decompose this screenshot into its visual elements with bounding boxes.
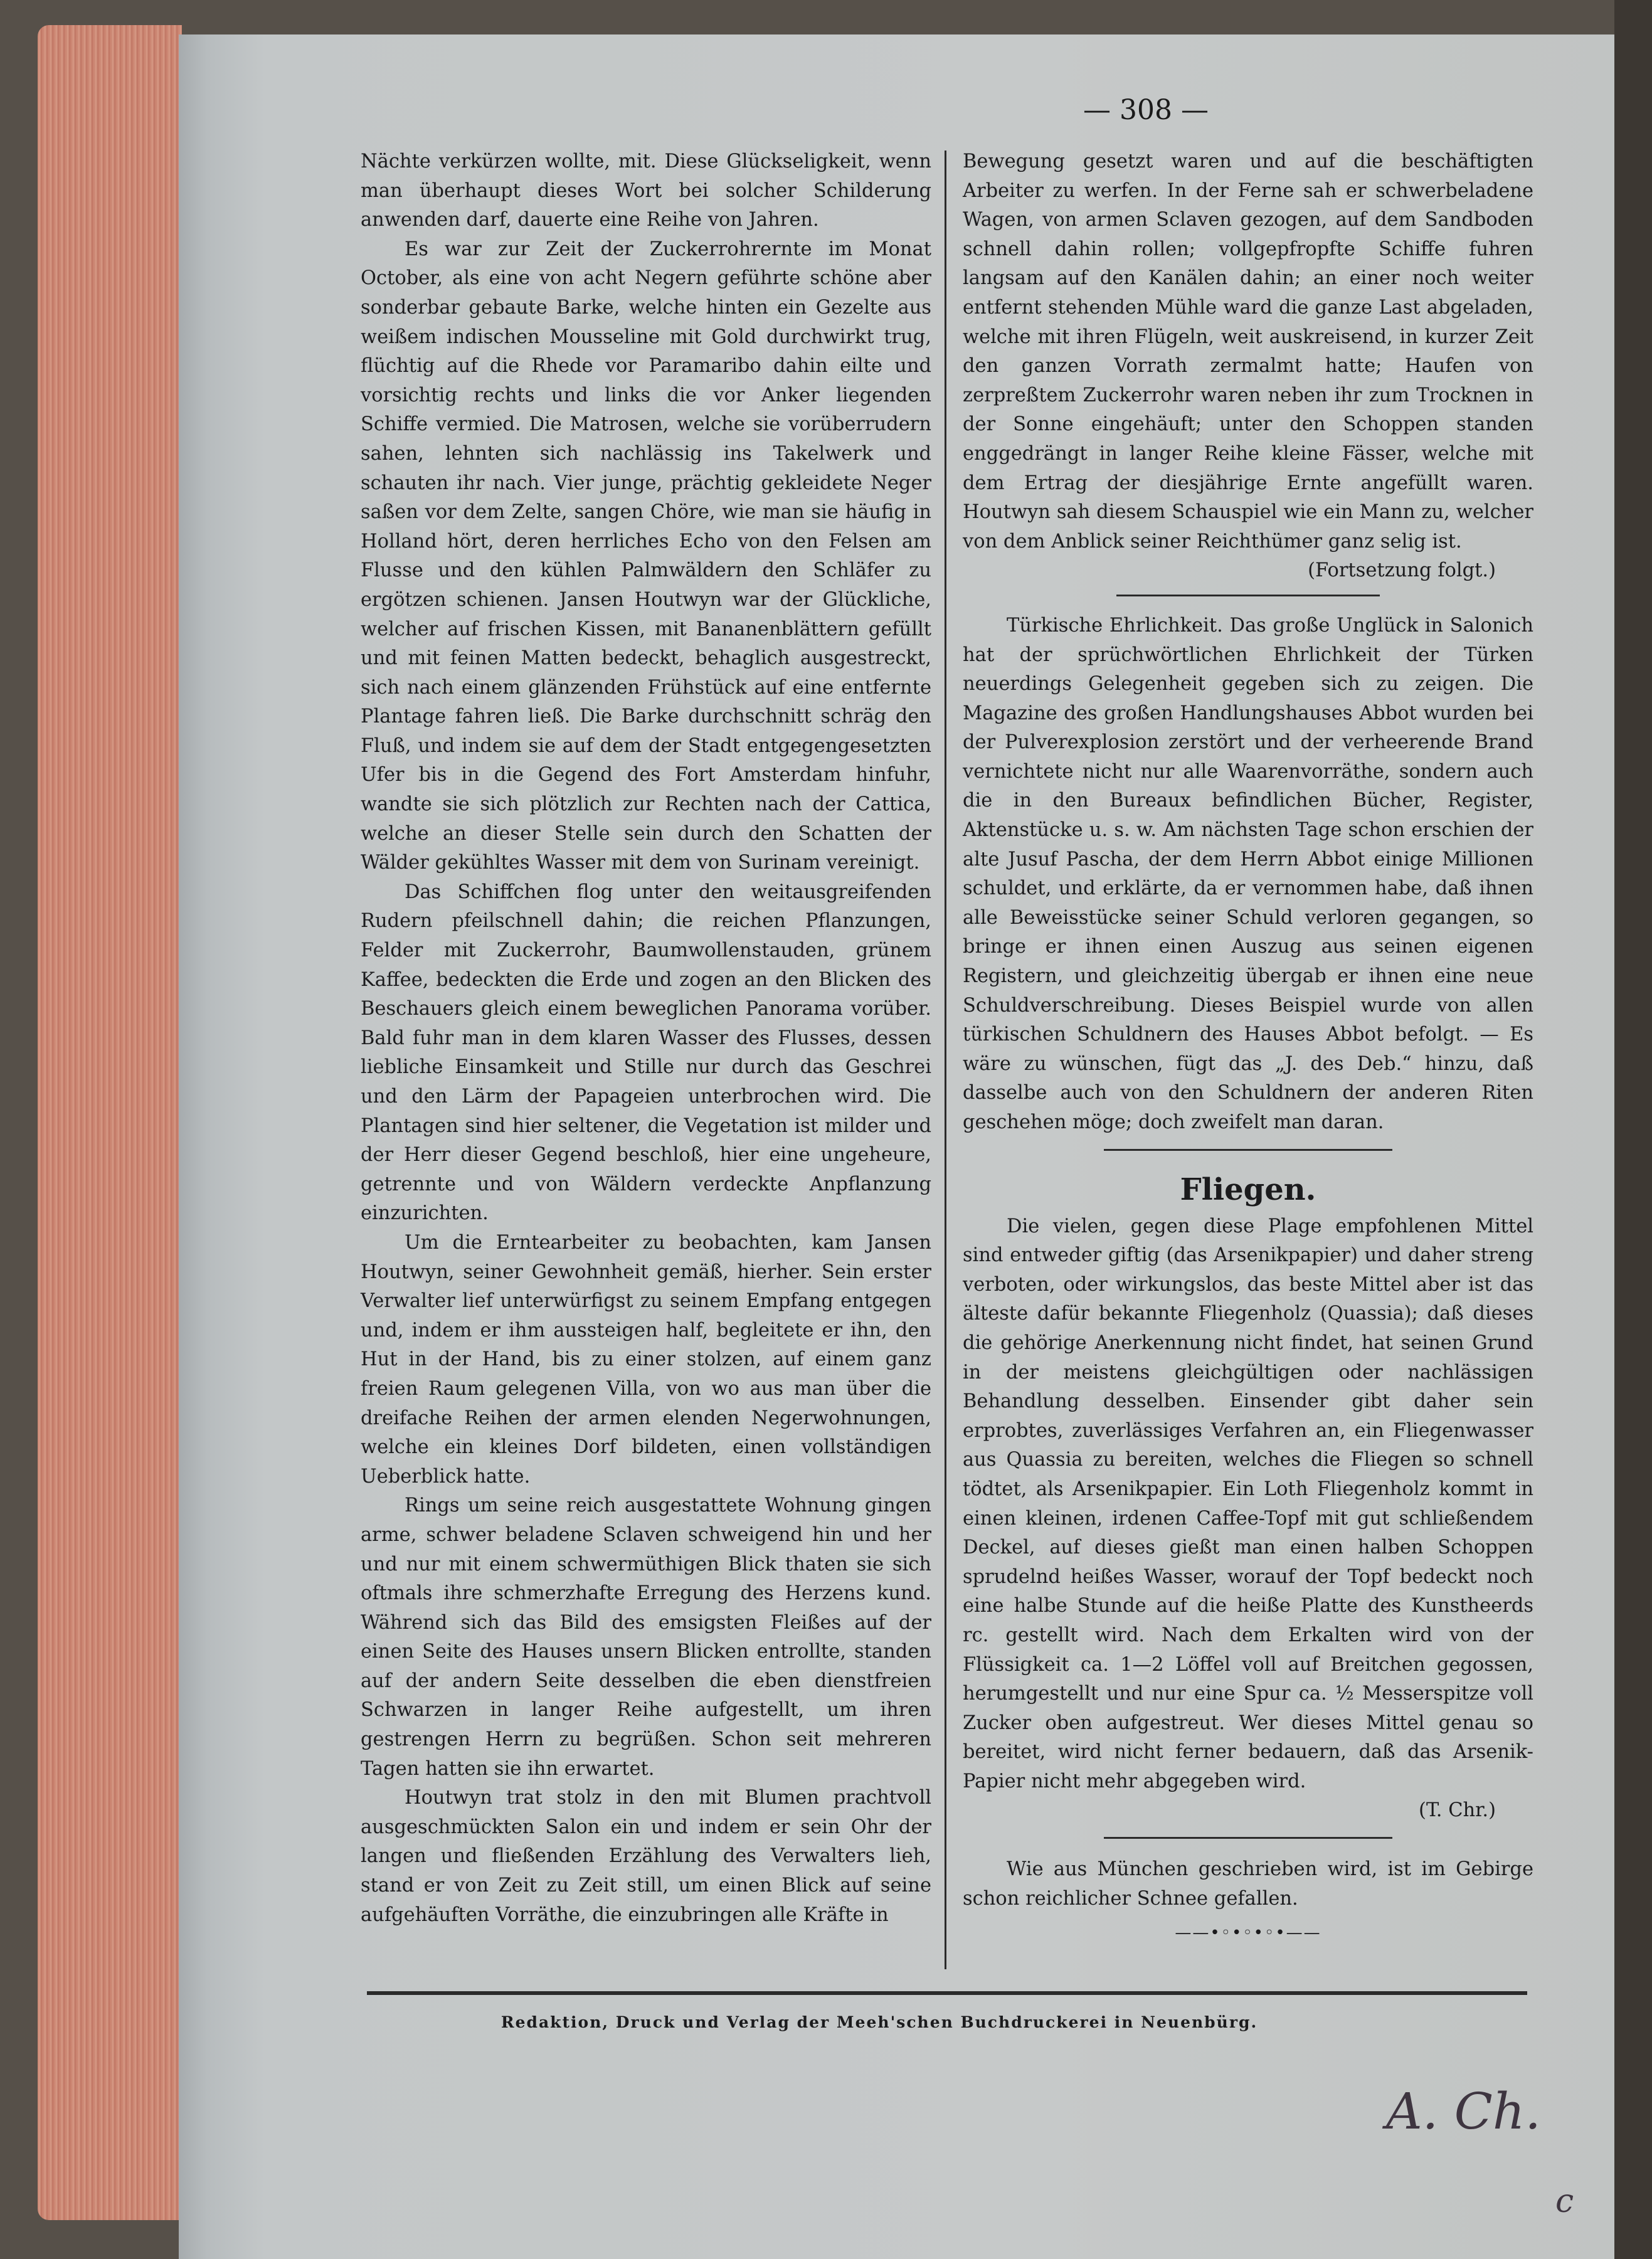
paragraph-flies: Die vielen, gegen diese Plage empfohlenen Mittel sind entweder giftig (das Arsenikpapier) und daher streng verboten, oder wirkungslos, das beste Mittel aber ist das älteste dafür bekannte Fliegenholz (Quassia); daß dieses die gehörige Anerkennung nicht findet, hat seinen Grund in der meistens gleichgültigen oder nachlässigen Behandlung desselben. Einsender gibt daher sein erprobtes, zuverlässiges Verfahren an, ein Fliegenwasser aus Quassia zu bereiten, welches die Fliegen so schnell tödtet, als Arsenikpapier. Ein Loth Fliegenholz kommt in einen kleinen, irdenen Caffee-Topf mit gut schließendem Deckel, auf dieses gießt man einen halben Schoppen sprudelnd heißes Wasser, worauf der Topf bedeckt noch eine halbe Stunde auf die heiße Platte des Kunstheerds rc. gestellt wird. Nach dem Erkalten wird von der Flüssigkeit ca. 1—2 Löffel voll auf Breitchen gegossen, herumgestellt und nur eine Spur ca. ½ Messerspitze voll Zucker oben aufgestreut. Wer dieses Mittel genau so bereitet, wird nicht ferner bedauern, daß das Arsenik-Papier nicht mehr abgegeben wird. (963, 1215, 1533, 1792)
right-gutter (1614, 0, 1652, 2259)
ornament-divider: ——•◦•◦•◦•—— (1175, 1923, 1321, 1943)
continuation-note: (Fortsetzung folgt.) (1308, 559, 1496, 582)
paragraph-munich: Wie aus München geschrieben wird, ist im Gebirge schon reichlicher Schnee gefallen. (963, 1858, 1533, 1910)
footer-rule (367, 1991, 1527, 1995)
section-title-flies: Fliegen. (1180, 1172, 1316, 1207)
column-divider (945, 151, 946, 1969)
imprint-line: Redaktion, Druck und Verlag der Meeh'schen Buchdruckerei in Neuenbürg. (500, 2013, 1258, 2031)
handwritten-mark: c (1555, 2182, 1574, 2220)
paragraph: Rings um seine reich ausgestattete Wohnung gingen arme, schwer beladene Sclaven schweigend hin und her und nur mit einem schwermüthigen Blick thaten sie sich oftmals ihre schmerzhafte Erregung des Herzens kund. Während sich das Bild des emsigsten Fleißes auf der einen Seite des Hauses unsern Blicken entrollte, standen auf der andern Seite desselben die eben dienstfreien Schwarzen in langer Reihe aufgestellt, um ihren gestrengen Herrn zu begrüßen. Schon seit mehreren Tagen hatten sie ihn erwartet. (361, 1495, 931, 1780)
section-divider (1116, 595, 1380, 596)
source-note: (T. Chr.) (1419, 1799, 1496, 1822)
paragraph: Um die Erntearbeiter zu beobachten, kam Jansen Houtwyn, seiner Gewohnheit gemäß, hierher. Sein erster Verwalter lief unterwürfigst zu seinem Empfang entgegen und, indem er ihm aussteigen half, begleitete er ihn, den Hut in der Hand, bis zu einer stolzen, auf einem ganz freien Raum gelegenen Villa, von wo aus man über die dreifache Reihen der armen elenden Negerwohnungen, welche ein kleines Dorf bildeten, einen vollständigen Ueberblick hatte. (361, 1231, 931, 1488)
handwritten-signature: A. Ch. (1386, 2082, 1541, 2140)
paragraph: Das Schiffchen flog unter den weitausgreifenden Rudern pfeilschnell dahin; die reichen Pflanzungen, Felder mit Zuckerrohr, Baumwollenstauden, grünem Kaffee, bedeckten die Erde und zogen an den Blicken des Beschauers gleich einem beweglichen Panorama vorüber. Bald fuhr man in dem klaren Wasser des Flusses, dessen liebliche Einsamkeit und Stille nur durch das Geschrei und den Lärm der Papageien unterbrochen wird. Die Plantagen sind hier seltener, die Vegetation ist milder und der Herr dieser Gegend beschloß, hier eine ungeheure, getrennte und von Wäldern verdeckte Anpflanzung einzurichten. (361, 881, 931, 1225)
page-number: — 308 — (1083, 94, 1209, 126)
left-column (361, 147, 931, 1930)
section-divider (1104, 1837, 1392, 1839)
book-page-edge (38, 25, 182, 2220)
right-column (963, 147, 1533, 1948)
paragraph: Houtwyn trat stolz in den mit Blumen prachtvoll ausgeschmückten Salon ein und indem er sein Ohr der langen und fließenden Erzählung des Verwalters lieh, stand er von Zeit zu Zeit still, um einen Blick auf seine aufgehäuften Vorräthe, die einzubringen alle Kräfte in (361, 1787, 931, 1926)
paragraph-turkish-honesty: Türkische Ehrlichkeit. Das große Unglück in Salonich hat der sprüchwörtlichen Ehrlichkeit der Türken neuerdings Gelegenheit gegeben sich zu zeigen. Die Magazine des großen Handlungshauses Abbot wurden bei der Pulverexplosion zerstört und der verheerende Brand vernichtete nicht nur alle Waarenvorräthe, sondern auch die in den Bureaux befindlichen Bücher, Register, Aktenstücke u. s. w. Am nächsten Tage schon erschien der alte Jusuf Pascha, der dem Herrn Abbot einige Millionen schuldet, und erklärte, da er vernommen habe, daß ihnen alle Beweisstücke seiner Schuld verloren gegangen, so bringe er ihnen einen Auszug aus seinen eigenen Registern, und gleichzeitig übergab er ihnen eine neue Schuldverschreibung. Dieses Beispiel wurde von allen türkischen Schuldnern des Hauses Abbot befolgt. — Es wäre zu wünschen, fügt das „J. des Deb.“ hinzu, daß dasselbe auch von den Schuldnern der anderen Riten geschehen möge; doch zweifelt man daran. (963, 614, 1533, 1133)
paragraph: Nächte verkürzen wollte, mit. Diese Glückseligkeit, wenn man überhaupt dieses Wort bei solcher Schilderung anwenden darf, dauerte eine Reihe von Jahren. (361, 151, 931, 231)
paragraph: Es war zur Zeit der Zuckerrohrernte im Monat October, als eine von acht Negern geführte schöne aber sonderbar gebaute Barke, welche hinten ein Gezelte aus weißem indischen Mousseline mit Gold durchwirkt trug, flüchtig auf die Rhede vor Paramaribo dahin eilte und vorsichtig rechts und links die vor Anker liegenden Schiffe vermied. Die Matrosen, welche sie vorüberrudern sahen, lehnten sich nachlässig ins Takelwerk und schauten ihr nach. Vier junge, prächtig gekleidete Neger saßen vor dem Zelte, sangen Chöre, wie man sie häufig in Holland hört, deren herrliches Echo von den Felsen am Flusse und den kühlen Palmwäldern den Schläfer zu ergötzen schienen. Jansen Houtwyn war der Glückliche, welcher auf frischen Kissen, mit Bananenblättern gefüllt und mit feinen Matten bedeckt, behaglich ausgestreckt, sich nach einem glänzenden Frühstück auf eine entfernte Plantage fahren ließ. Die Barke durchschnitt schräg den Fluß, und indem sie auf dem der Stadt entgegengesetzten Ufer bis in die Gegend des Fort Amsterdam hinfuhr, wandte sie sich plötzlich zur Rechten nach der Cattica, welche an dieser Stelle sein durch den Schatten der Wälder gekühltes Wasser mit dem von Surinam vereinigt. (361, 238, 931, 874)
section-divider (1104, 1149, 1392, 1151)
paragraph: Bewegung gesetzt waren und auf die beschäftigten Arbeiter zu werfen. In der Ferne sah er schwerbeladene Wagen, von armen Sclaven gezogen, auf dem Sandboden schnell dahin rollen; vollgepfropfte Schiffe fuhren langsam auf den Kanälen dahin; an einer noch weiter entfernt stehenden Mühle ward die ganze Last abgeladen, welche mit ihren Flügeln, weit auskreisend, in kurzer Zeit den ganzen Vorrath zermalmt hatte; Haufen von zerpreßtem Zuckerrohr waren neben ihr zum Trocknen in der Sonne eingehäuft; unter den Schoppen standen enggedrängt in langer Reihe kleine Fässer, welche mit dem Ertrag der diesjährige Ernte angefüllt waren. Houtwyn sah diesem Schauspiel wie ein Mann zu, welcher von dem Anblick seiner Reichthümer ganz selig ist. (963, 151, 1533, 553)
